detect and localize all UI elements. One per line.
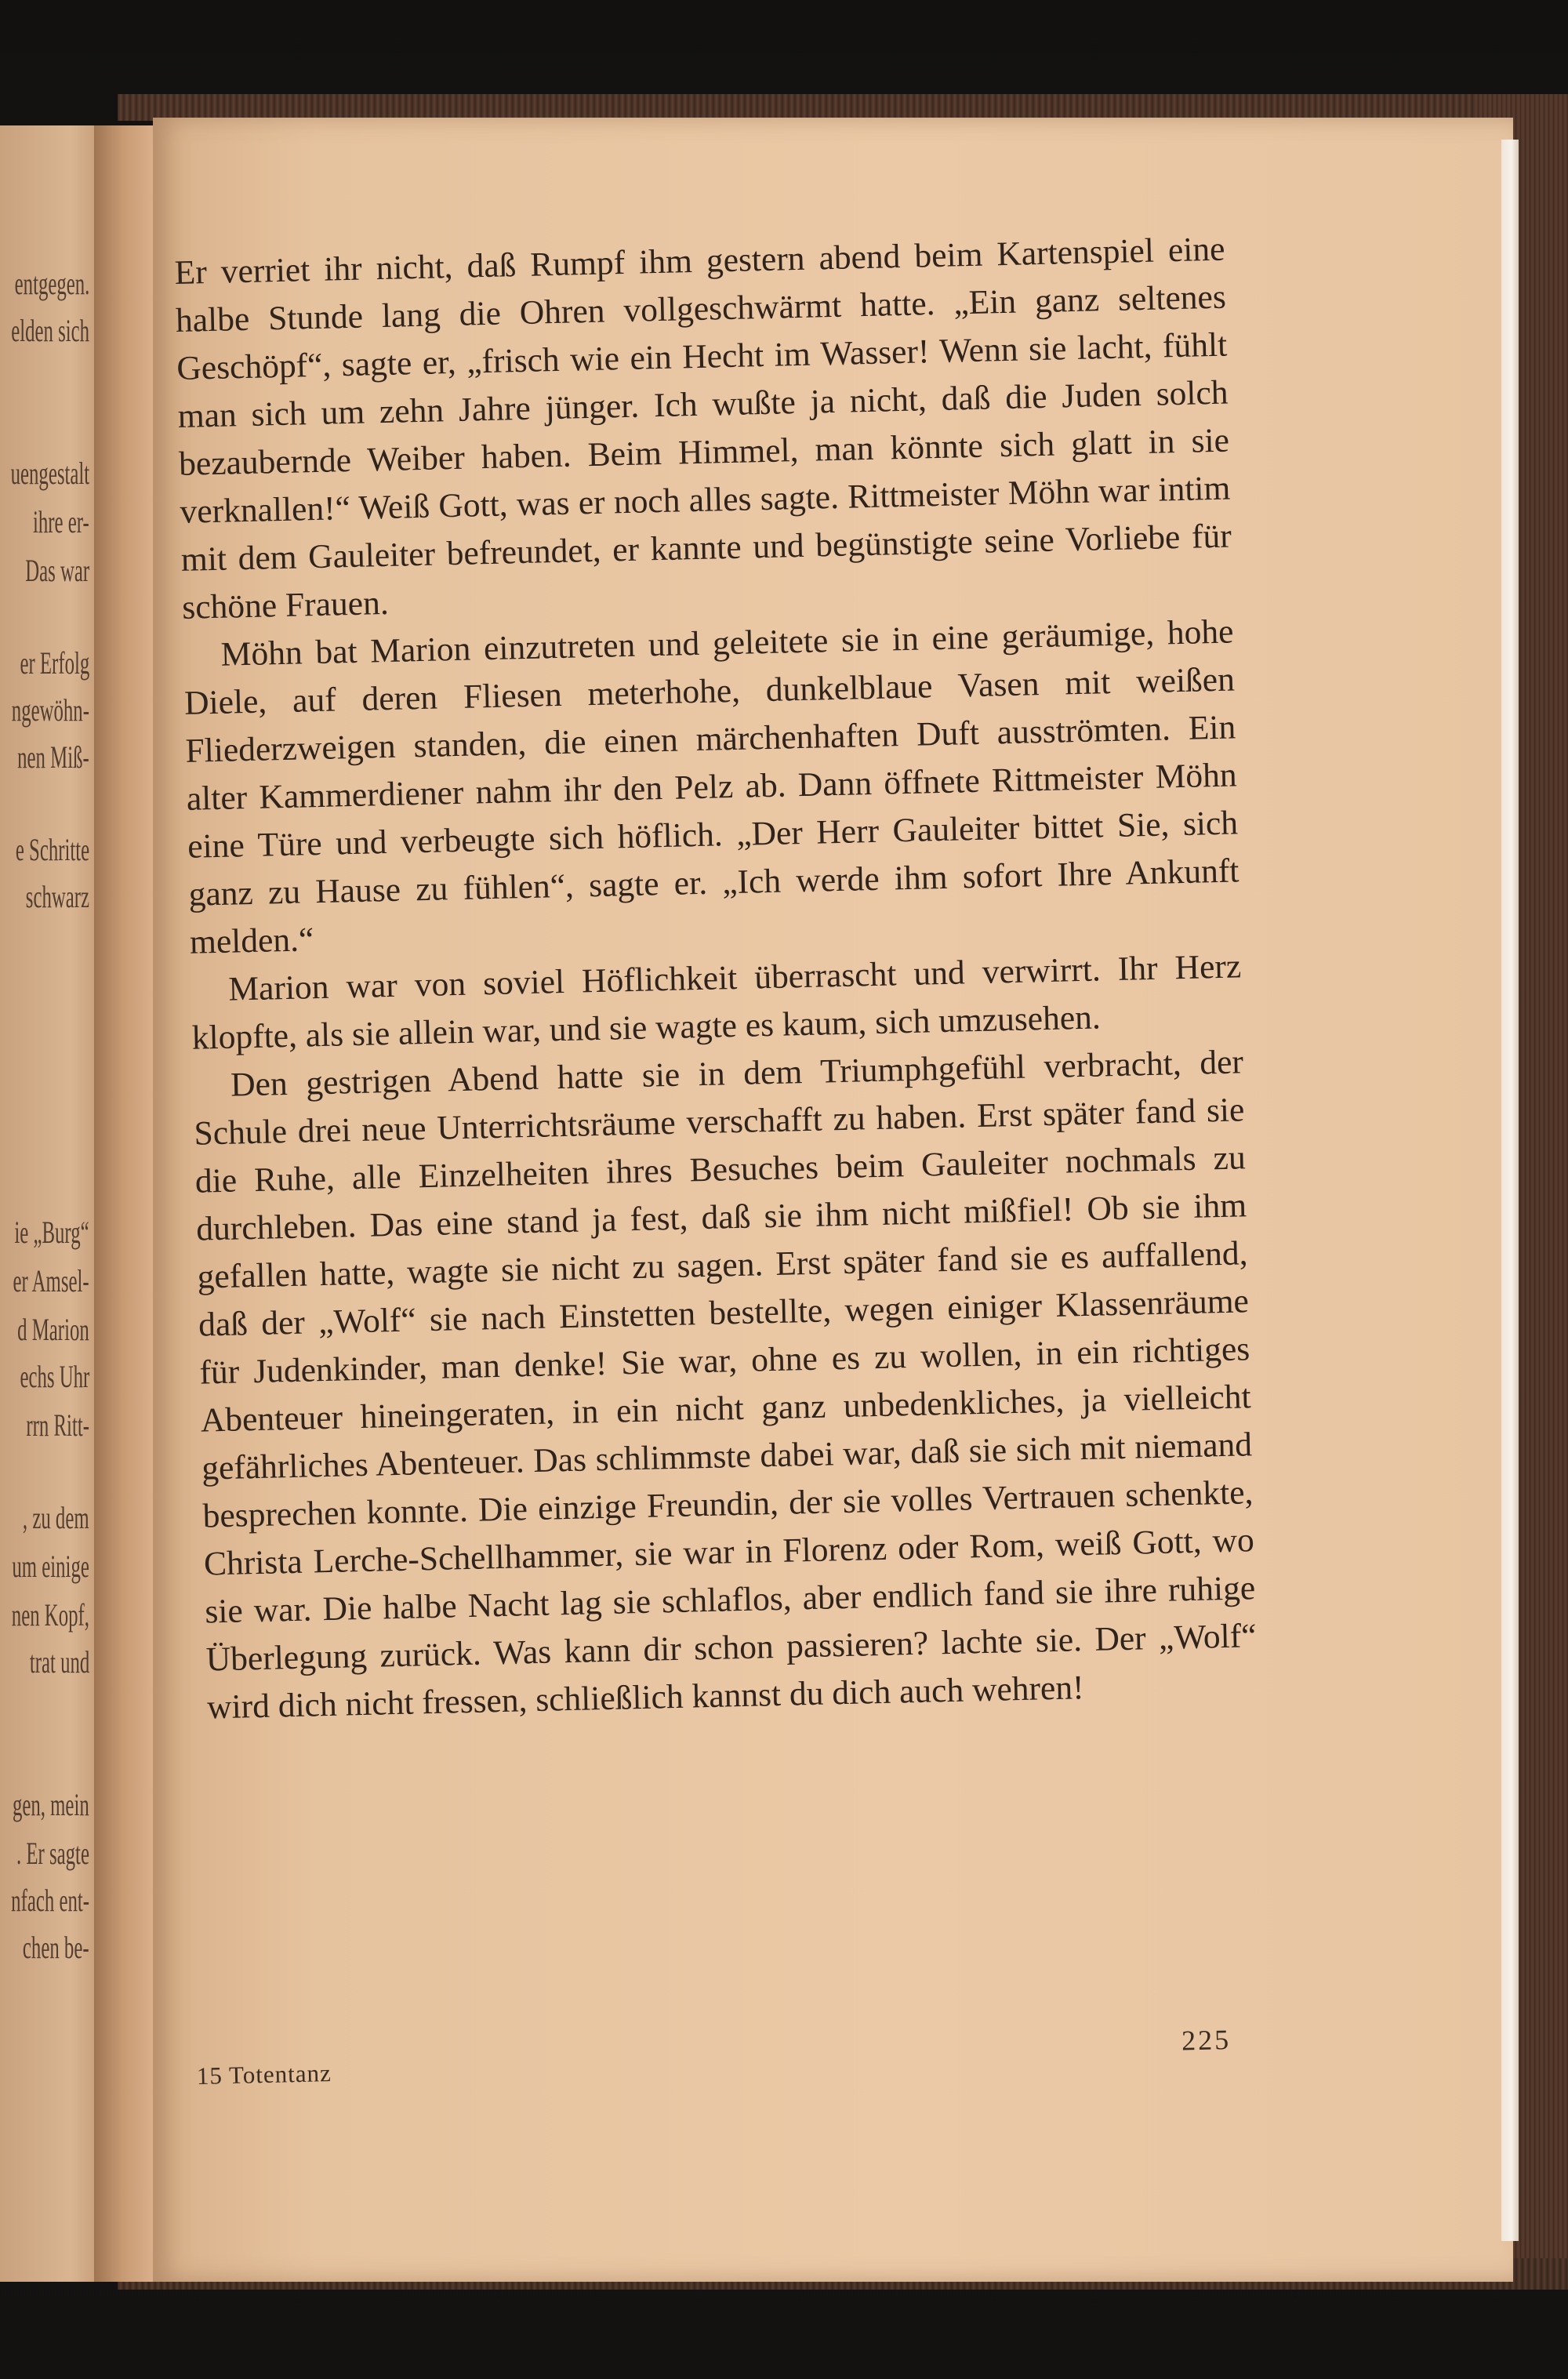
printer-signature: 15 Totentanz	[196, 2059, 332, 2090]
page-body	[174, 226, 1258, 1732]
previous-page-line: nen Kopf,	[11, 1597, 89, 1633]
previous-page-line: um einige	[12, 1549, 89, 1584]
previous-page-line: rrn Ritt-	[26, 1407, 89, 1443]
book-gutter	[94, 125, 157, 2282]
previous-page-line: , zu dem	[23, 1500, 89, 1535]
previous-page-line: er Erfolg	[20, 645, 89, 681]
previous-page-line: nen Miß-	[17, 739, 89, 775]
previous-page-line: uengestalt	[10, 456, 89, 491]
page-stack-edge	[1501, 140, 1519, 2241]
previous-page-line: gen, mein	[13, 1787, 89, 1822]
previous-page-line: ngewöhn-	[11, 692, 89, 728]
previous-page-line: er Amsel-	[13, 1263, 89, 1298]
previous-page-line: nfach ent-	[11, 1883, 89, 1918]
previous-page-line: schwarz	[25, 879, 89, 914]
page-number: 225	[1181, 2024, 1232, 2057]
previous-page-line: elden sich	[11, 313, 89, 348]
previous-page-line: chen be-	[23, 1930, 89, 1965]
previous-page-line: trat und	[29, 1644, 89, 1680]
previous-page-line: . Er sagte	[16, 1836, 89, 1871]
paragraph: Den gestrigen Abend hatte sie in dem Triumphgefühl verbracht, der Schule drei neue Unterrichtsräume verschafft zu haben. Erst später fand sie die Ruhe, alle Einzelheiten ihres Besuches beim Gauleiter nochmals zu durchleben. Das eine stand ja fest, daß sie ihm nicht mißfiel! Ob sie ihm gefallen hatte, wagte sie nicht zu sagen. Erst später fand sie es auffallend, daß der „Wolf“ sie nach Einstetten bestellte, wegen einiger Klassenräume für Judenkinder, man denke! Sie war, ohne es zu wollen, in ein richtiges Abenteuer hineingeraten, in ein nicht ganz unbedenkliches, ja vielleicht gefährliches Abenteuer. Das schlimmste dabei war, daß sie sich mit niemand besprechen konnte. Die einzige Freundin, der sie volles Vertrauen schenkte, Christa Lerche-Schellhammer, sie war in Florenz oder Rom, weiß Gott, wo sie war. Die halbe Nacht lag sie schlaflos, aber endlich fand sie ihre ruhige Überlegung zurück. Was kann dir schon passieren? lachte sie. Der „Wolf“ wird dich nicht fressen, schließlich kannst du dich auch wehren!	[194, 1043, 1258, 1727]
previous-page-line: ie „Burg“	[14, 1215, 89, 1250]
paragraph: Marion war von soviel Höflichkeit überrascht und verwirrt. Ihr Herz klopfte, als sie allein war, und sie wagte es kaum, sich umzusehen.	[191, 947, 1242, 1057]
previous-page-line: d Marion	[17, 1312, 89, 1347]
previous-page-line: entgegen.	[14, 266, 89, 301]
previous-page-line: ihre er-	[33, 504, 89, 539]
previous-page-line: e Schritte	[15, 832, 89, 867]
paragraph: Er verriet ihr nicht, daß Rumpf ihm gestern abend beim Kartenspiel eine halbe Stunde lang die Ohren vollgeschwärmt hatte. „Ein ganz seltenes Geschöpf“, sagte er, „frisch wie ein Hecht im Wasser! Wenn sie lacht, fühlt man sich um zehn Jahre jünger. Ich wußte ja nicht, daß die Juden solch bezaubernde Weiber haben. Beim Himmel, man könnte sich glatt in sie verknallen!“ Weiß Gott, was er noch alles sagte. Rittmeister Möhn war intim mit dem Gauleiter befreundet, er kannte und begünstigte seine Vorliebe für schöne Frauen.	[174, 230, 1232, 627]
previous-page-line: echs Uhr	[20, 1359, 89, 1394]
previous-page-line: Das war	[25, 553, 89, 588]
paragraph: Möhn bat Marion einzutreten und geleitete sie in eine geräumige, hohe Diele, auf deren Fliesen meterhohe, dunkelblaue Vasen mit weißen Fliederzweigen standen, die einen märchenhaften Duft ausströmten. Ein alter Kammerdiener nahm ihr den Pelz ab. Dann öffnete Rittmeister Möhn eine Türe und verbeugte sich höflich. „Der Herr Gauleiter bittet Sie, sich ganz zu Hause zu fühlen“, sagte er. „Ich werde ihm sofort Ihre Ankunft melden.“	[183, 612, 1240, 961]
book-cover-top-edge	[118, 94, 1568, 121]
